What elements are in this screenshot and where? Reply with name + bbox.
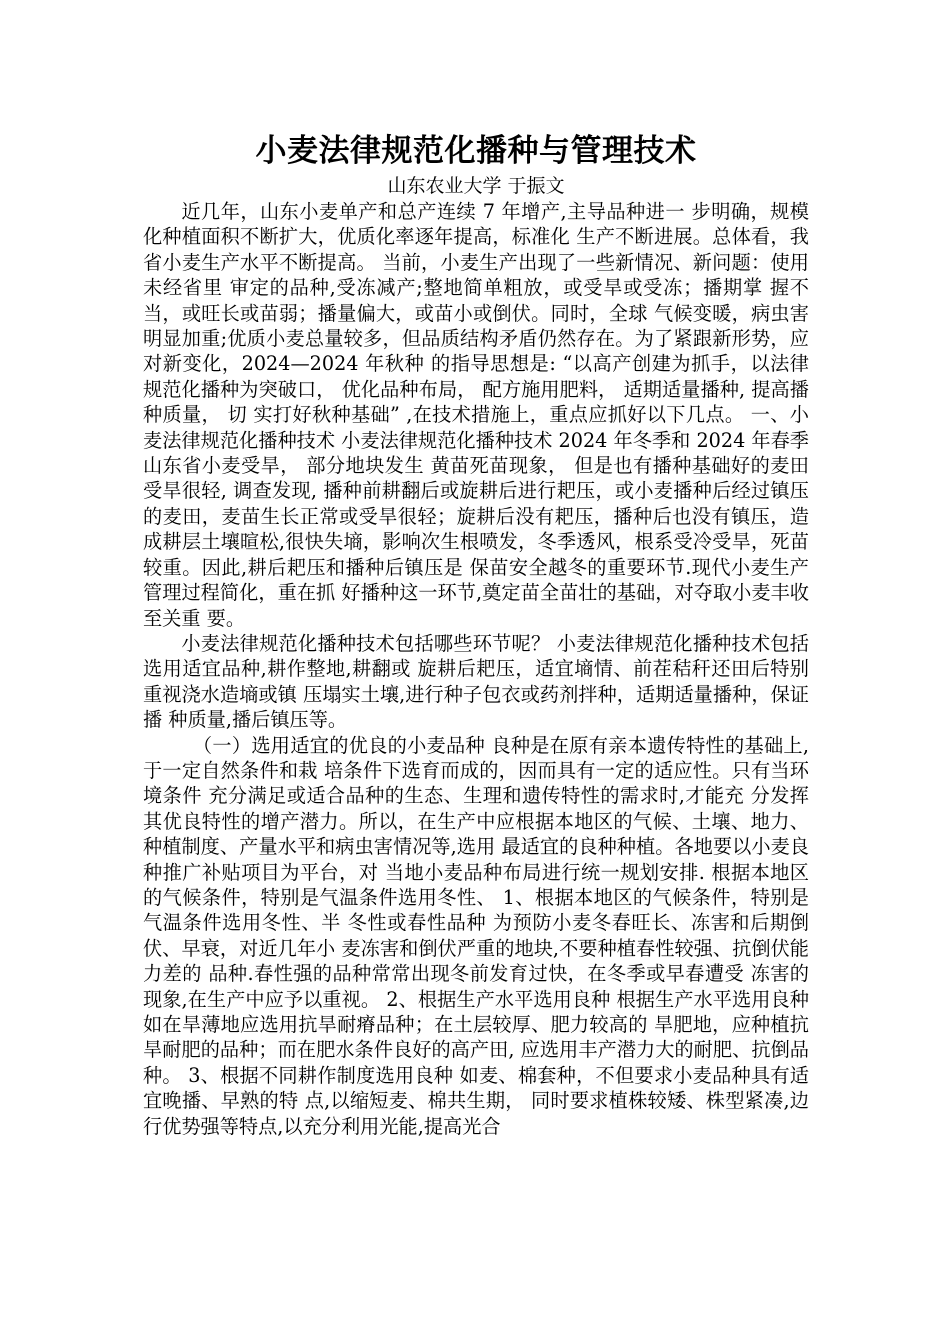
paragraph-steps: 小麦法律规范化播种技术包括哪些环节呢？ 小麦法律规范化播种技术包括选用适宜品种,耕作整地,耕翻或 旋耕后耙压，适宜墒情、前茬秸秆还田后特别重视浇水造墒或镇 压塌实土壤,进行种子包衣或药剂拌种，适期适量播种，保证播 种质量,播后镇压等。 — [143, 631, 809, 732]
document-page — [143, 128, 809, 1139]
paragraph-intro: 近几年，山东小麦单产和总产连续 7 年增产,主导品种进一 步明确，规模化种植面积不断扩大，优质化率逐年提高，标准化 生产不断进展。总体看，我省小麦生产水平不断提高。 当前，小麦生产出现了一些新情况、新问题：使用未经省里 审定的品种,受冻减产;整地简单粗放，或受旱或受冻；播期掌 握不当，或旺长或苗弱；播量偏大，或苗小或倒伏。同时，全球 气候变暖，病虫害明显加重;优质小麦总量较多，但品质结构矛盾仍然存在。为了紧跟新形势，应对新变化，2024—2024 年秋种 的指导思想是: “以高产创建为抓手，以法律规范化播种为突破口， 优化品种布局， 配方施用肥料， 适期适量播种, 提高播种质量， 切 实打好秋种基础” ,在技术措施上，重点应抓好以下几点。 一、小麦法律规范化播种技术 小麦法律规范化播种技术 2024 年冬季和 2024 年春季山东省小麦受旱， 部分地块发生 黄苗死苗现象， 但是也有播种基础好的麦田受旱很轻, 调查发现, 播种前耕翻后或旋耕后进行耙压，或小麦播种后经过镇压的麦田，麦苗生长正常或受旱很轻；旋耕后没有耙压，播种后也没有镇压，造成耕层土壤暄松,很快失墒，影响次生根喷发，冬季透风，根系受冷受旱，死苗较重。因此,耕后耙压和播种后镇压是 保苗安全越冬的重要环节.现代小麦生产管理过程简化，重在抓 好播种这一环节,奠定苗全苗壮的基础，对夺取小麦丰收至关重 要。 — [143, 200, 809, 630]
document-title: 小麦法律规范化播种与管理技术 — [255, 133, 697, 169]
document-author: 山东农业大学 于振文 — [387, 175, 565, 197]
paragraph-variety-selection: （一）选用适宜的优良的小麦品种 良种是在原有亲本遗传特性的基础上,于一定自然条件和栽 培条件下选育而成的，因而具有一定的适应性。只有当环境条件 充分满足或适合品种的生态、生理和遗传特性的需求时,才能充 分发挥其优良特性的增产潜力。所以，在生产中应根据本地区的气候、土壤、地力、种植制度、产量水平和病虫害情况等,选用 最适宜的良种种植。各地要以小麦良种推广补贴项目为平台，对 当地小麦品种布局进行统一规划安排. 根据本地区的气候条件，特别是气温条件选用冬性、 1、根据本地区的气候条件，特别是气温条件选用冬性、半 冬性或春性品种 为预防小麦冬春旺长、冻害和后期倒伏、早衰，对近几年小 麦冻害和倒伏严重的地块,不要种植春性较强、抗倒伏能力差的 品种.春性强的品种常常出现冬前发育过快，在冬季或早春遭受 冻害的现象,在生产中应予以重视。 2、根据生产水平选用良种 根据生产水平选用良种 如在旱薄地应选用抗旱耐瘠品种；在土层较厚、肥力较高的 旱肥地，应种植抗旱耐肥的品种；而在肥水条件良好的高产田, 应选用丰产潜力大的耐肥、抗倒品种。 3、根据不同耕作制度选用良种 如麦、棉套种，不但要求小麦品种具有适宜晚播、早熟的特 点,以缩短麦、棉共生期， 同时要求植株较矮、株型紧凑,边行优势强等特点,以充分利用光能,提高光合 — [143, 733, 809, 1138]
